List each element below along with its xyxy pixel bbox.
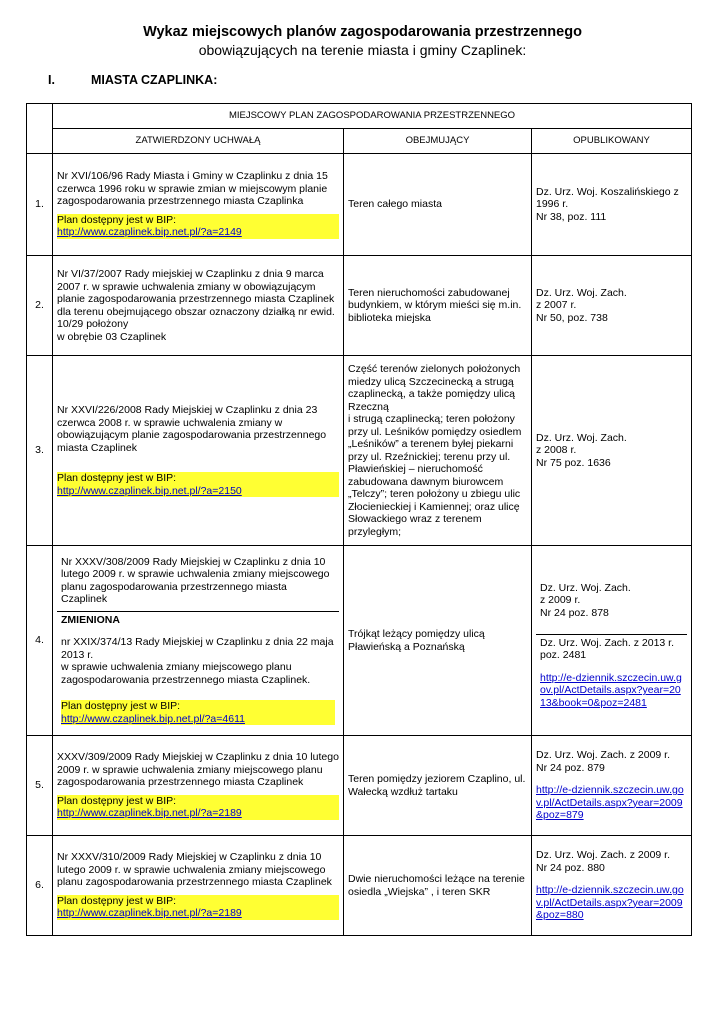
changed-resolution-block xyxy=(57,612,339,728)
published-original: Dz. Urz. Woj. Zach. z 2009 r. Nr 24 poz. 878 xyxy=(536,570,687,635)
bip-label: Plan dostępny jest w BIP: xyxy=(57,472,177,484)
changed-label: ZMIENIONA xyxy=(61,613,120,626)
column-header-published: OPUBLIKOWANY xyxy=(532,129,692,154)
resolution-cell: Nr VI/37/2007 Rady miejskiej w Czaplinku z dnia 9 marca 2007 r. w sprawie uchwalenia zmiany w obowiązującym planie zagospodarowania przestrzennego miasta Czaplinek dla terenu obejmującego obszar oznaczony działką nr ewid. 10/29 położony w obrębie 03 Czaplinek xyxy=(53,256,344,356)
table-column-header-row xyxy=(27,129,692,154)
published-cell xyxy=(532,836,692,936)
table-row xyxy=(27,836,692,936)
bip-label: Plan dostępny jest w BIP: xyxy=(57,794,177,807)
area-cell: Trójkąt leżący pomiędzy ulicą Pławieńską a Poznańską xyxy=(344,546,532,736)
published-link[interactable]: http://e-dziennik.szczecin.uw.gov.pl/ActDetails.aspx?year=2009&poz=880 xyxy=(536,884,684,922)
original-resolution: Nr XXXV/308/2009 Rady Miejskiej w Czaplinku z dnia 10 lutego 2009 r. w sprawie uchwalenia zmiany miejscowego planu zagospodarowania przestrzennego miasta Czaplinek xyxy=(57,554,339,612)
area-cell: Teren nieruchomości zabudowanej budynkiem, w którym mieści się m.in. biblioteka miejska xyxy=(344,256,532,356)
bip-link[interactable]: http://www.czaplinek.bip.net.pl/?a=4611 xyxy=(61,712,245,725)
published-cell: Dz. Urz. Woj. Zach. z 2008 r. Nr 75 poz. 1636 xyxy=(532,356,692,546)
resolution-text: Nr XVI/106/96 Rady Miasta i Gminy w Czaplinku z dnia 15 czerwca 1996 roku w sprawie zmian w miejscowym planie zagospodarowania przestrzennego miasta Czaplinka xyxy=(57,170,328,208)
row-number: 2. xyxy=(27,256,53,356)
row-number: 5. xyxy=(27,736,53,836)
bip-link[interactable]: http://www.czaplinek.bip.net.pl/?a=2189 xyxy=(57,807,242,820)
area-cell: Część terenów zielonych położonych miedzy ulicą Szczecinecką a strugą czaplinecką, a także pomiędzy ulicą Rzeczną i strugą czaplinecką; teren położony przy ul. Leśników pomiędzy osiedlem „Leśników” a terenem byłej piekarni przy ul. Rzeźnickiej; terenu przy ul. Pławieńskiej – nieruchomość zabudowana dawnym biurowcem „Telczy”; teren położony u zbiegu ulic Złocienieckiej i Kamiennej; oraz ulicę Słowackiego wraz z terenem przyległym; xyxy=(344,356,532,546)
published-text: Dz. Urz. Woj. Zach. z 2009 r. Nr 24 poz. 880 xyxy=(536,849,671,874)
empty-corner-cell xyxy=(27,104,53,154)
document-subtitle: obowiązujących na terenie miasta i gminy Czaplinek: xyxy=(198,42,527,58)
bip-note xyxy=(57,472,339,497)
published-link[interactable]: http://e-dziennik.szczecin.uw.gov.pl/ActDetails.aspx?year=2009&poz=879 xyxy=(536,784,684,822)
document-title: Wykaz miejscowych planów zagospodarowania przestrzennego xyxy=(143,24,582,40)
table-row xyxy=(27,546,692,736)
plans-table xyxy=(26,103,692,936)
bip-note xyxy=(57,795,339,820)
bip-label: Plan dostępny jest w BIP: xyxy=(57,894,177,907)
area-cell: Dwie nieruchomości leżące na terenie osiedla „Wiejska” , i teren SKR xyxy=(344,836,532,936)
bip-note xyxy=(57,214,339,239)
published-cell xyxy=(532,736,692,836)
published-changed-text: Dz. Urz. Woj. Zach. z 2013 r. poz. 2481 xyxy=(540,636,675,662)
column-header-covering: OBEJMUJĄCY xyxy=(344,129,532,154)
resolution-cell xyxy=(53,356,344,546)
table-row xyxy=(27,356,692,546)
table-group-header-row xyxy=(27,104,692,129)
resolution-cell xyxy=(53,546,344,736)
resolution-cell xyxy=(53,154,344,256)
published-changed-block xyxy=(536,635,687,712)
published-cell xyxy=(532,546,692,736)
section-title: MIASTA CZAPLINKA: xyxy=(91,73,218,87)
resolution-text: XXXV/309/2009 Rady Miejskiej w Czaplinku z dnia 10 lutego 2009 r. w sprawie uchwalenia zmiany miejscowego planu zagospodarowania przestrzennego miasta Czaplinek xyxy=(57,751,339,789)
published-cell: Dz. Urz. Woj. Zach. z 2007 r. Nr 50, poz. 738 xyxy=(532,256,692,356)
resolution-cell xyxy=(53,736,344,836)
bip-note xyxy=(61,700,335,725)
bip-label: Plan dostępny jest w BIP: xyxy=(57,213,177,226)
resolution-text: Nr XXXV/310/2009 Rady Miejskiej w Czaplinku z dnia 10 lutego 2009 r. w sprawie uchwalenia zmiany miejscowego planu zagospodarowania przestrzennego miasta Czaplinek xyxy=(57,851,332,889)
row-number: 6. xyxy=(27,836,53,936)
resolution-text: Nr XXVI/226/2008 Rady Miejskiej w Czaplinku z dnia 23 czerwca 2008 r. w sprawie uchwalenia zmiany w obowiązującym planie zagospodarowania przestrzennego miasta Czaplinek xyxy=(57,404,327,454)
group-header: MIEJSCOWY PLAN ZAGOSPODAROWANIA PRZESTRZENNEGO xyxy=(53,104,692,129)
section-number: I. xyxy=(48,73,55,87)
published-text: Dz. Urz. Woj. Zach. z 2009 r. Nr 24 poz. 879 xyxy=(536,749,671,774)
row-number: 1. xyxy=(27,154,53,256)
bip-link[interactable]: http://www.czaplinek.bip.net.pl/?a=2150 xyxy=(57,484,242,497)
bip-note xyxy=(57,895,339,920)
published-link[interactable]: http://e-dziennik.szczecin.uw.gov.pl/ActDetails.aspx?year=2013&book=0&poz=2481 xyxy=(540,671,682,709)
table-row xyxy=(27,256,692,356)
area-cell: Teren pomiędzy jeziorem Czaplino, ul. Wałecką wzdłuż tartaku xyxy=(344,736,532,836)
row-number: 4. xyxy=(27,546,53,736)
published-cell: Dz. Urz. Woj. Koszalińskiego z 1996 r. Nr 38, poz. 111 xyxy=(532,154,692,256)
row-number: 3. xyxy=(27,356,53,546)
bip-link[interactable]: http://www.czaplinek.bip.net.pl/?a=2149 xyxy=(57,226,242,239)
table-row xyxy=(27,154,692,256)
table-row xyxy=(27,736,692,836)
resolution-cell xyxy=(53,836,344,936)
bip-link[interactable]: http://www.czaplinek.bip.net.pl/?a=2189 xyxy=(57,907,242,920)
bip-label: Plan dostępny jest w BIP: xyxy=(61,700,181,713)
changed-resolution-text: nr XXIX/374/13 Rady Miejskiej w Czaplinku z dnia 22 maja 2013 r. w sprawie uchwalenia zmiany miejscowego planu zagospodarowania przestrzennego miasta Czaplinek. xyxy=(61,636,334,686)
area-cell: Teren całego miasta xyxy=(344,154,532,256)
column-header-approved: ZATWIERDZONY UCHWAŁĄ xyxy=(53,129,344,154)
